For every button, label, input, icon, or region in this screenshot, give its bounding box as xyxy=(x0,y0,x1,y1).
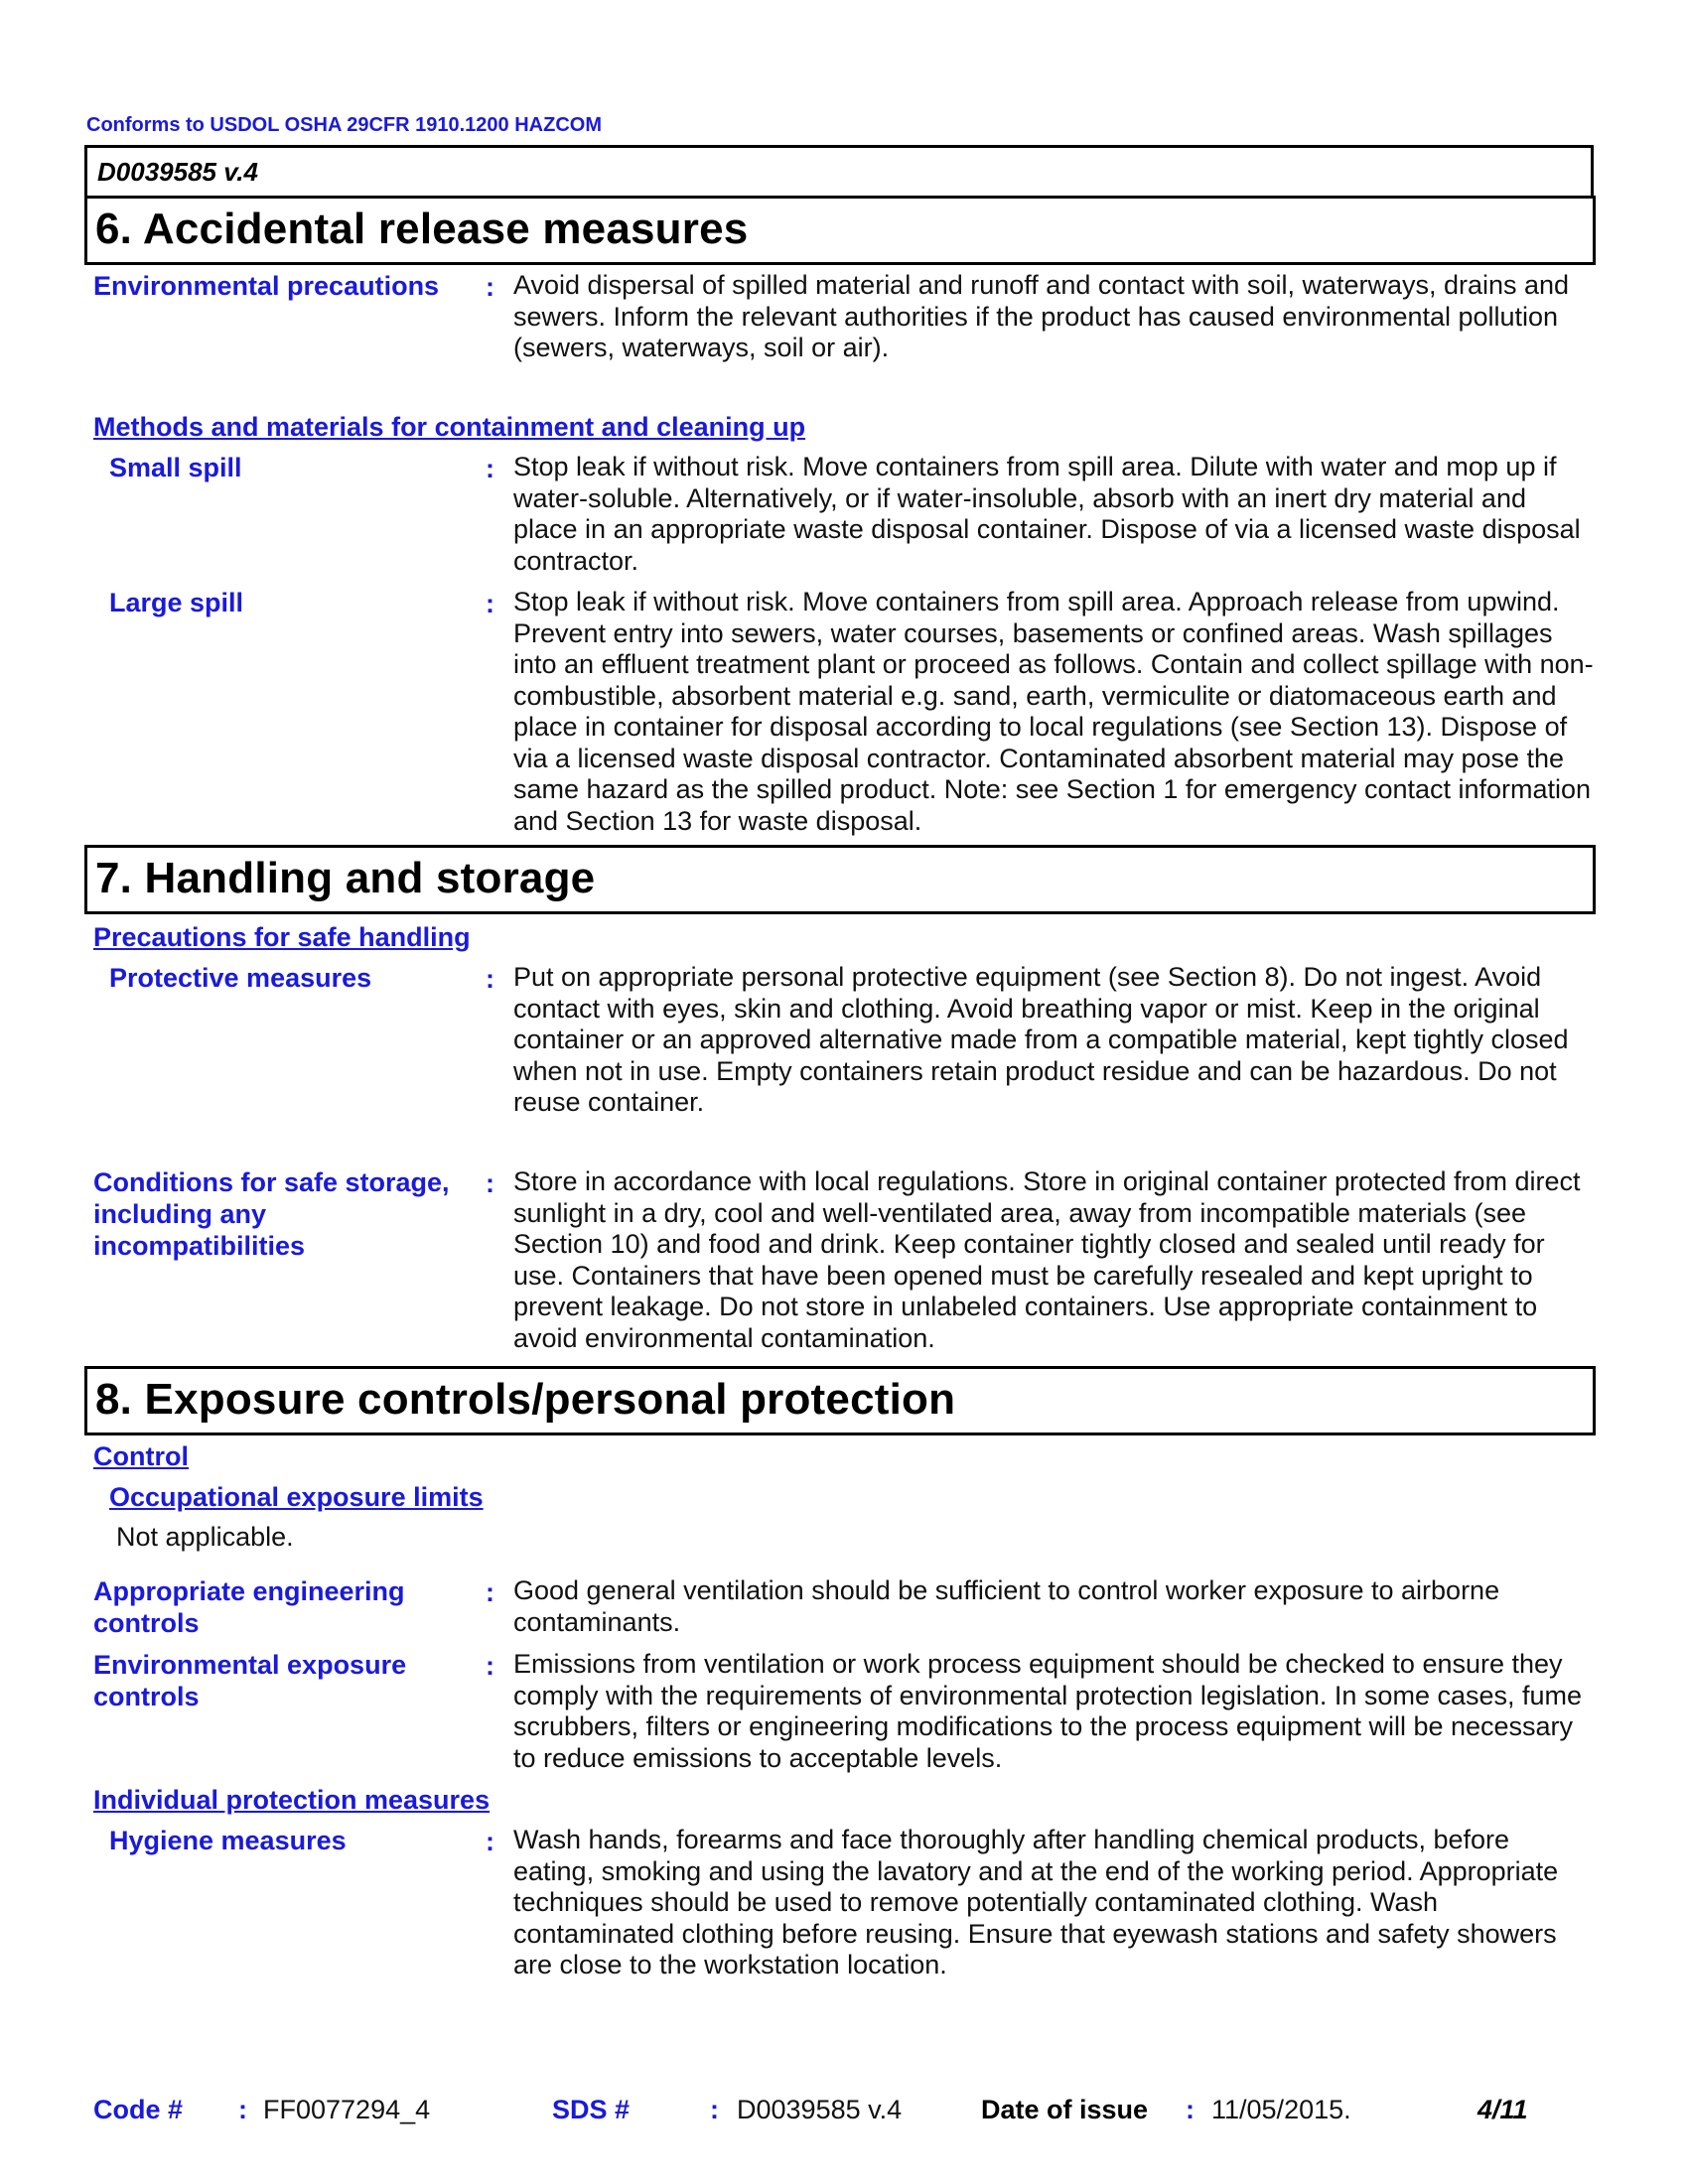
sds-value: D0039585 v.4 xyxy=(737,2095,903,2124)
date-value: 11/05/2015. xyxy=(1211,2095,1351,2124)
section-8-header xyxy=(84,1366,1596,1435)
code-label: Code # xyxy=(93,2095,184,2124)
oel-heading: Occupational exposure limits xyxy=(109,1482,484,1512)
code-value: FF0077294_4 xyxy=(263,2095,431,2124)
section-title: 8. Exposure controls/personal protection xyxy=(95,1375,956,1424)
engineering-controls-label: Appropriate engineering controls xyxy=(93,1576,405,1638)
env-exposure-label: Environmental exposure controls xyxy=(93,1650,407,1711)
safe-storage-label: Conditions for safe storage, including any incompatibilities xyxy=(93,1167,450,1261)
control-heading: Control xyxy=(93,1441,189,1471)
env-precautions-label: Environmental precautions xyxy=(93,271,440,301)
colon: : xyxy=(486,964,494,994)
protective-measures-text: Put on appropriate personal protective equipment (see Section 8). Do not ingest. Avoid contact with eyes, skin and clothing. Avoid breathing vapor or mist. Keep in the original container or an approved alternative made from a compatible material, kept tightly closed when not in use. Empty containers retain product residue and can be hazardous. Do not reuse container. xyxy=(513,962,1569,1117)
colon: : xyxy=(486,1651,494,1681)
colon: : xyxy=(238,2095,247,2124)
date-label: Date of issue xyxy=(981,2095,1149,2124)
individual-protection-heading: Individual protection measures xyxy=(93,1785,491,1815)
large-spill-text: Stop leak if without risk. Move containers from spill area. Approach release from upwind. Prevent entry into sewers, water courses, basements or confined areas. Wash spillages into an effluent treatment plant or proceed as follows. Contain and collect spillage with non-combustible, absorbent material e.g. sand, earth, vermiculite or diatomaceous earth and place in container for disposal according to local regulations (see Section 13). Dispose of via a licensed waste disposal contractor. Contaminated absorbent material may pose the same hazard as the spilled product. Note: see Section 1 for emergency contact information and Section 13 for waste disposal. xyxy=(513,587,1594,836)
safe-storage-text: Store in accordance with local regulations. Store in original container protected from direct sunlight in a dry, cool and well-ventilated area, away from incompatible materials (see Section 10) and food and drink. Keep container tightly closed and sealed until ready for use. Containers that have been opened must be carefully resealed and kept upright to prevent leakage. Do not store in unlabeled containers. Use appropriate containment to avoid environmental contamination. xyxy=(513,1166,1581,1353)
conformance-statement: Conforms to USDOL OSHA 29CFR 1910.1200 HAZCOM xyxy=(86,114,602,136)
env-precautions-text: Avoid dispersal of spilled material and runoff and contact with soil, waterways, drains and sewers. Inform the relevant authorities if the product has caused environmental pollution (sewers, waterways, soil or air). xyxy=(513,270,1570,362)
section-title: 7. Handling and storage xyxy=(95,854,596,902)
protective-measures-label: Protective measures xyxy=(109,963,372,993)
colon: : xyxy=(486,589,494,618)
small-spill-label: Small spill xyxy=(109,453,242,482)
document-id: D0039585 v.4 xyxy=(97,157,258,187)
precautions-heading: Precautions for safe handling xyxy=(93,922,471,952)
colon: : xyxy=(486,454,494,483)
section-6-header xyxy=(84,196,1596,265)
document-id-box xyxy=(84,145,1594,196)
small-spill-text: Stop leak if without risk. Move containers from spill area. Dilute with water and mop up if water-soluble. Alternatively, or if water-insoluble, absorb with an inert dry material and place in an appropriate waste disposal container. Dispose of via a licensed waste disposal contractor. xyxy=(513,452,1581,576)
hygiene-measures-text: Wash hands, forearms and face thoroughly after handling chemical products, before eating, smoking and using the lavatory and at the end of the working period. Appropriate techniques should be used to remove potentially contaminated clothing. Wash contaminated clothing before reusing. Ensure that eyewash stations and safety showers are close to the workstation location. xyxy=(513,1825,1559,1979)
colon: : xyxy=(710,2095,719,2124)
section-title: 6. Accidental release measures xyxy=(95,205,749,253)
colon: : xyxy=(486,1577,494,1607)
large-spill-label: Large spill xyxy=(109,588,244,617)
sds-label: SDS # xyxy=(552,2095,631,2124)
hygiene-measures-label: Hygiene measures xyxy=(109,1826,347,1855)
engineering-controls-text: Good general ventilation should be sufficient to control worker exposure to airborne contaminants. xyxy=(513,1575,1500,1637)
page-number: 4/11 xyxy=(1477,2095,1528,2124)
colon: : xyxy=(486,1827,494,1856)
section-7-header xyxy=(84,845,1596,914)
colon: : xyxy=(1186,2095,1195,2124)
colon: : xyxy=(486,272,494,302)
oel-value: Not applicable. xyxy=(116,1522,294,1552)
methods-heading: Methods and materials for containment and cleaning up xyxy=(93,412,806,442)
env-exposure-text: Emissions from ventilation or work process equipment should be checked to ensure they comply with the requirements of environmental protection legislation. In some cases, fume scrubbers, filters or engineering modifications to the process equipment will be necessary to reduce emissions to acceptable levels. xyxy=(513,1649,1583,1773)
colon: : xyxy=(486,1168,494,1198)
